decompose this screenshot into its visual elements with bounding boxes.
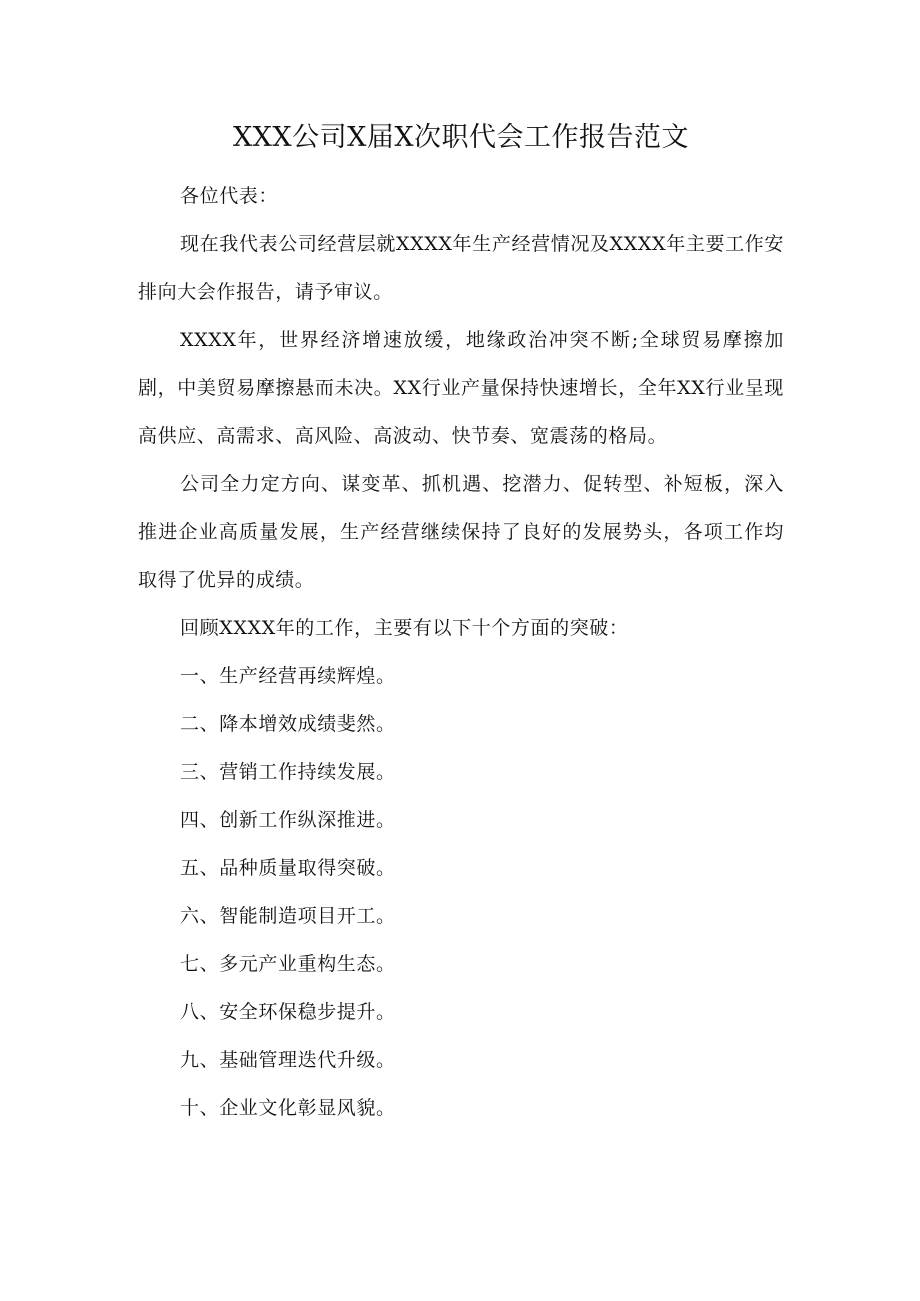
list-item: 七、多元产业重构生态。 <box>180 953 396 975</box>
list-item: 一、生产经营再续辉煌。 <box>180 665 396 687</box>
paragraph-review: 回顾XXXX年的工作，主要有以下十个方面的突破： <box>180 617 629 639</box>
list-item: 三、营销工作持续发展。 <box>180 761 396 783</box>
list-item: 五、品种质量取得突破。 <box>180 857 396 879</box>
paragraph-intro: 现在我代表公司经营层就XXXX年生产经营情况及XXXX年主要工作安排向大会作报告，请予审议。 <box>138 233 784 303</box>
greeting: 各位代表： <box>180 185 279 207</box>
list-item: 八、安全环保稳步提升。 <box>180 1001 396 1023</box>
list-item: 十、企业文化彰显风貌。 <box>180 1097 396 1119</box>
document-page <box>138 118 784 1132</box>
document-title: XXX公司X届X次职代会工作报告范文 <box>232 122 690 153</box>
paragraph-context: XXXX年，世界经济增速放缓，地缘政治冲突不断;全球贸易摩擦加剧，中美贸易摩擦悬而未决。XX行业产量保持快速增长，全年XX行业呈现高供应、高需求、高风险、高波动、快节奏、宽震荡的格局。 <box>138 329 784 447</box>
breakthrough-list <box>138 652 784 1132</box>
list-item: 九、基础管理迭代升级。 <box>180 1049 396 1071</box>
paragraph-achievements: 公司全力定方向、谋变革、抓机遇、挖潜力、促转型、补短板，深入推进企业高质量发展，生产经营继续保持了良好的发展势头，各项工作均取得了优异的成绩。 <box>138 473 784 591</box>
list-item: 四、创新工作纵深推进。 <box>180 809 396 831</box>
list-item: 二、降本增效成绩斐然。 <box>180 713 396 735</box>
list-item: 六、智能制造项目开工。 <box>180 905 396 927</box>
